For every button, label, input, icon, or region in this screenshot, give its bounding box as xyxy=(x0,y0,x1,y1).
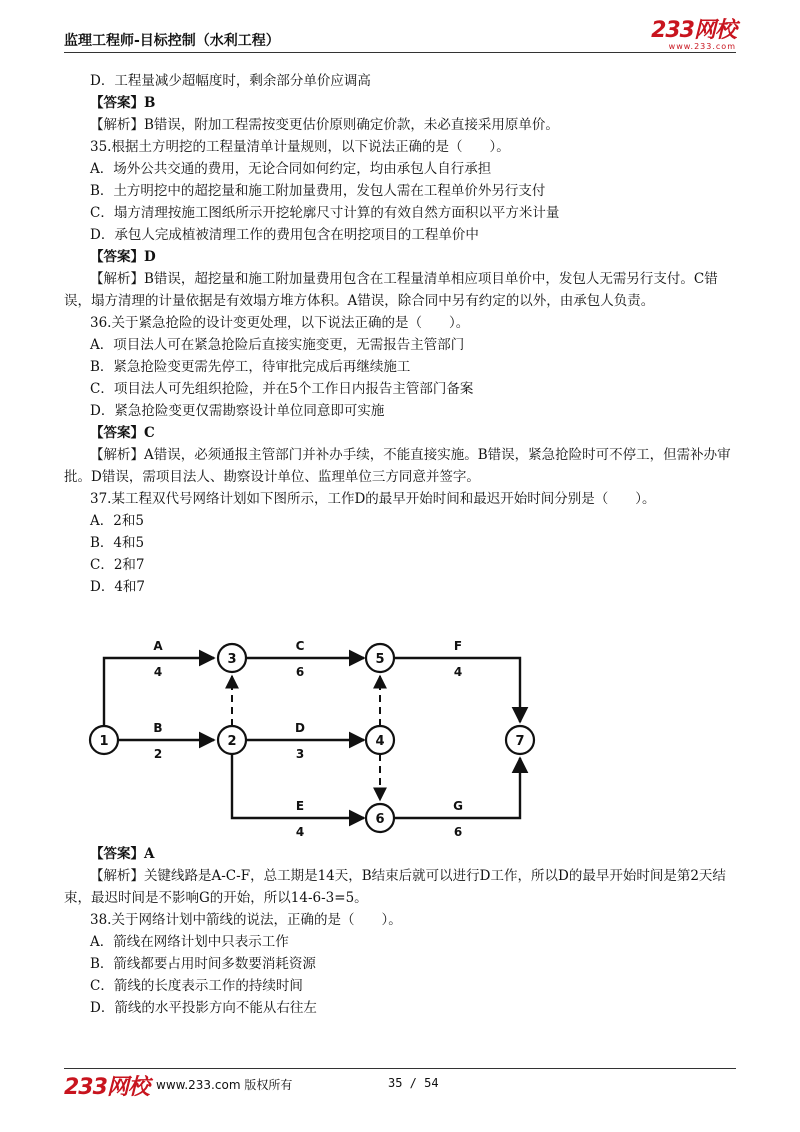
question-stem: 38.关于网络计划中箭线的说法，正确的是（ ）。 xyxy=(90,912,402,928)
page-number: 35 / 54 xyxy=(388,1076,439,1090)
node-2: 2 xyxy=(227,734,237,749)
document-title: 监理工程师-目标控制（水利工程） xyxy=(64,33,280,49)
analysis-paragraph: 【解析】关键线路是A-C-F，总工期是14天，B结束后就可以进行D工作，所以D的最早开始时间是第2天结束，最迟时间是不影响G的开始，所以14-6-3=5。 xyxy=(64,868,726,906)
analysis-line: 【解析】B错误，附加工程需按变更估价原则确定价款，未必直接采用原单价。 xyxy=(90,117,559,133)
option-line: C．2和7 xyxy=(90,557,145,573)
node-6: 6 xyxy=(375,812,385,827)
option-line: D．4和7 xyxy=(90,579,146,595)
activity-label-a: A xyxy=(153,639,163,653)
activity-label-c: C xyxy=(295,639,305,653)
option-line: A．2和5 xyxy=(90,513,144,529)
answer-line: 【答案】A xyxy=(90,846,155,862)
option-line: A．项目法人可在紧急抢险后直接实施变更，无需报告主管部门 xyxy=(90,337,465,353)
answer-line: 【答案】C xyxy=(90,425,155,441)
activity-duration-b: 2 xyxy=(153,747,163,761)
node-3: 3 xyxy=(227,652,237,667)
answer-line: 【答案】D xyxy=(90,249,156,265)
analysis-paragraph: 【解析】A错误，必须通报主管部门并补办手续，不能直接实施。B错误，紧急抢险时可不停工，但需补办审批。D错误，需项目法人、勘察设计单位、监理单位三方同意并签字。 xyxy=(64,447,731,485)
logo-url: www.233.com xyxy=(668,42,736,51)
activity-duration-c: 6 xyxy=(295,665,305,679)
option-line: A．箭线在网络计划中只表示工作 xyxy=(90,934,289,950)
option-line: B．4和5 xyxy=(90,535,145,551)
question-stem: 37.某工程双代号网络计划如下图所示，工作D的最早开始时间和最迟开始时间分别是（ ）。 xyxy=(90,491,656,507)
footer-divider xyxy=(64,1068,736,1069)
option-line: B．土方明挖中的超挖量和施工附加量费用，发包人需在工程单价外另行支付 xyxy=(90,183,546,199)
question-block-1 xyxy=(64,70,740,598)
option-line: D．箭线的水平投影方向不能从右往左 xyxy=(90,1000,317,1016)
activity-label-f: F xyxy=(453,639,463,653)
activity-duration-d: 3 xyxy=(295,747,305,761)
question-block-2 xyxy=(64,843,740,1019)
activity-duration-f: 4 xyxy=(453,665,463,679)
footer-logo: 233网校 xyxy=(64,1075,149,1100)
question-stem: 35.根据土方明挖的工程量清单计量规则，以下说法正确的是（ ）。 xyxy=(90,139,510,155)
logo-text: 233网校 xyxy=(651,18,736,43)
activity-label-b: B xyxy=(153,721,163,735)
option-line: D．工程量减少超幅度时，剩余部分单价应调高 xyxy=(90,73,371,89)
option-line: B．紧急抢险变更需先停工，待审批完成后再继续施工 xyxy=(90,359,411,375)
option-line: D．紧急抢险变更仅需勘察设计单位同意即可实施 xyxy=(90,403,385,419)
option-line: C．项目法人可先组织抢险，并在5个工作日内报告主管部门备案 xyxy=(90,381,474,397)
activity-label-g: G xyxy=(453,799,463,813)
node-7: 7 xyxy=(515,734,525,749)
node-5: 5 xyxy=(375,652,385,667)
network-diagram xyxy=(88,636,548,836)
answer-line: 【答案】B xyxy=(90,95,156,111)
analysis-paragraph: 【解析】B错误，超挖量和施工附加量费用包含在工程量清单相应项目单价中，发包人无需另行支付。C错误，塌方清理的计量依据是有效塌方堆方体积。A错误，除合同中另有约定的以外，由承包人负责。 xyxy=(64,271,718,309)
activity-duration-e: 4 xyxy=(295,825,305,836)
question-stem: 36.关于紧急抢险的设计变更处理，以下说法正确的是（ ）。 xyxy=(90,315,470,331)
activity-label-d: D xyxy=(295,721,305,735)
option-line: C．塌方清理按施工图纸所示开挖轮廓尺寸计算的有效自然方面积以平方米计量 xyxy=(90,205,560,221)
option-line: B．箭线都要占用时间多数要消耗资源 xyxy=(90,956,316,972)
node-4: 4 xyxy=(375,734,385,749)
header-divider xyxy=(64,52,736,53)
option-line: A．场外公共交通的费用，无论合同如何约定，均由承包人自行承担 xyxy=(90,161,492,177)
option-line: C．箭线的长度表示工作的持续时间 xyxy=(90,978,303,994)
activity-label-e: E xyxy=(295,799,305,813)
activity-duration-a: 4 xyxy=(153,665,163,679)
activity-duration-g: 6 xyxy=(453,825,463,836)
option-line: D．承包人完成植被清理工作的费用包含在明挖项目的工程单价中 xyxy=(90,227,479,243)
copyright-text: www.233.com 版权所有 xyxy=(156,1078,293,1092)
node-1: 1 xyxy=(99,734,109,749)
brand-logo xyxy=(651,20,736,51)
